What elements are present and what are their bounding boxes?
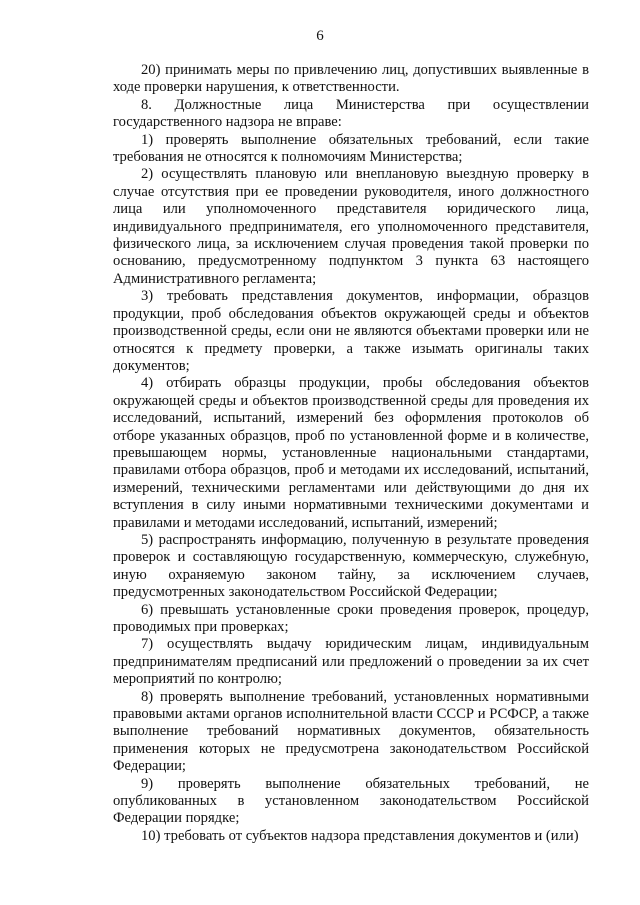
paragraph-item-4: 4) отбирать образцы продукции, пробы обследования объектов окружающей среды и объектов производственной среды для проведения их исследований, испытаний, измерений без оформления протоколов об отборе указанных образцов, проб по установленной форме и в количестве, превышающем нормы, установленные национальными стандартами, правилами отбора образцов, проб и методами их исследований, испытаний, измерений, техническими регламентами или действующими до дня их вступления в силу иными нормативными техническими документами и правилами и методами исследований, испытаний, измерений; [113,375,589,531]
paragraph-item-6: 6) превышать установленные сроки проведения проверок, процедур, проводимых при проверках; [113,601,589,635]
paragraph-section-8-intro: 8. Должностные лица Министерства при осуществлении государственного надзора не вправе: [113,96,589,131]
paragraph-item-1: 1) проверять выполнение обязательных требований, если такие требования не относятся к полномочиям Министерства; [113,131,589,166]
paragraph-item-2: 2) осуществлять плановую или внеплановую выездную проверку в случае отсутствия при ее проведении руководителя, иного должностного лица или уполномоченного представителя юридического лица, индивидуального предпринимателя, его уполномоченного представителя, физического лица, за исключением случая проведения такой проверки по основанию, предусмотренному подпунктом 3 пункта 63 настоящего Административного регламента; [113,166,589,287]
document-body [113,62,589,845]
paragraph-item-3: 3) требовать представления документов, информации, образцов продукции, проб обследования объектов окружающей среды и объектов производственной среды, если они не являются объектами проверки или не относятся к предмету проверки, а также изымать оригиналы таких документов; [113,288,589,374]
page-number: 6 [316,28,324,44]
paragraph-item-5: 5) распространять информацию, полученную в результате проведения проверок и составляющую государственную, коммерческую, служебную, иную охраняемую законом тайну, за исключением случаев, предусмотренных законодательством Российской Федерации; [113,531,589,601]
paragraph-item-20: 20) принимать меры по привлечению лиц, допустивших выявленные в ходе проверки нарушения, к ответственности. [113,62,589,96]
paragraph-item-9: 9) проверять выполнение обязательных требований, не опубликованных в установленном законодательством Российской Федерации порядке; [113,775,589,827]
paragraph-item-10: 10) требовать от субъектов надзора представления документов и (или) [141,827,579,844]
paragraph-item-8: 8) проверять выполнение требований, установленных нормативными правовыми актами органов исполнительной власти СССР и РСФСР, а также выполнение требований нормативных документов, обязательность применения которых не предусмотрена законодательством Российской Федерации; [113,688,589,775]
paragraph-item-7: 7) осуществлять выдачу юридическим лицам, индивидуальным предпринимателям предписаний или предложений о проведении за их счет мероприятий по контролю; [113,636,589,688]
